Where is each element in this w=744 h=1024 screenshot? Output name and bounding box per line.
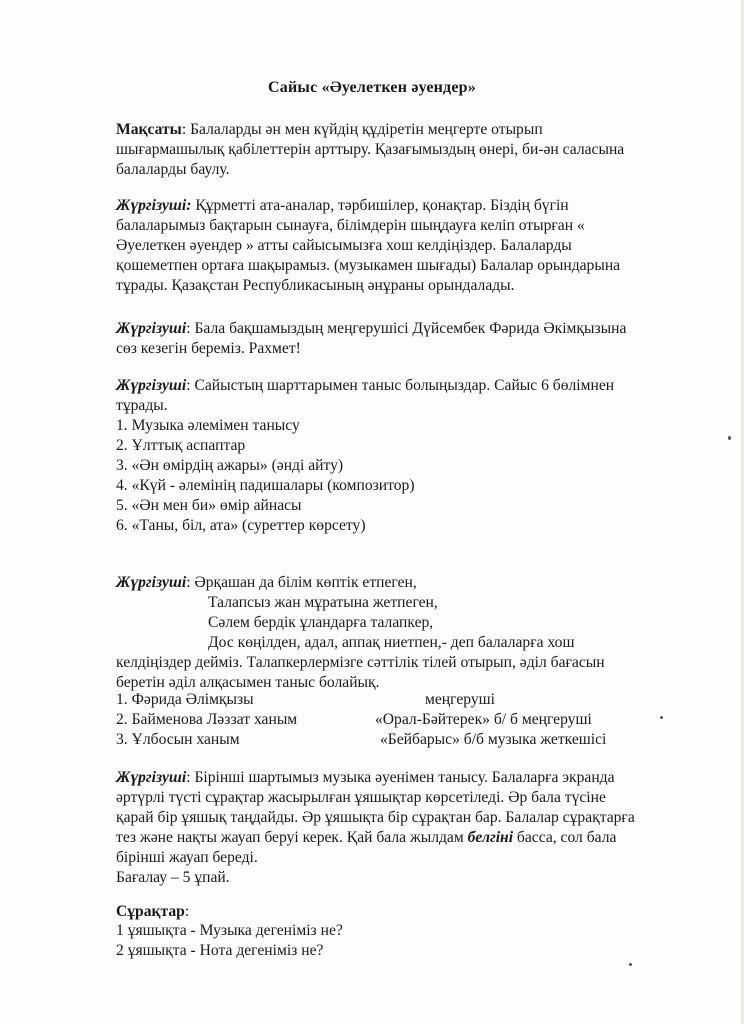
aim-line-1: Мақсаты: Балаларды ән мен күйдің құдіретін меңгерте отырып xyxy=(116,121,543,138)
question-item: 1 ұяшықта - Музыка дегеніміз не? xyxy=(116,922,343,939)
aim-line-2: шығармашылық қабілеттерін арттыру. Қазағымыздың өнері, би-ән саласына xyxy=(116,141,625,158)
host-first-round-line-1: Жүргізуші: Бірінші шартымыз музыка әуенімен танысу. Балаларға экранда xyxy=(116,769,615,786)
host-first-round-line-4: тез және нақты жауап беруі керек. Қай бала жылдам белгіні басса, сол бала xyxy=(116,829,617,846)
host-label: Жүргізуші xyxy=(116,320,187,337)
jury-role: «Бейбарыс» б/б музыка жеткешісі xyxy=(380,731,607,748)
host-poem-line-2: Талапсыз жан мұратына жетпеген, xyxy=(208,594,438,611)
question-item: 2 ұяшықта - Нота дегеніміз не? xyxy=(116,942,324,959)
list-item: 2. Ұлттық аспаптар xyxy=(116,437,246,454)
list-item: 6. «Таны, біл, ата» (суреттер көрсету) xyxy=(116,517,366,534)
host-first-round-line-3: қарай бір ұяшық таңдайды. Әр ұяшықта бір сұрақтан бар. Балалар сұрақтарға xyxy=(116,809,635,826)
emphasis-word: белгіні xyxy=(467,829,514,846)
scan-speck xyxy=(728,436,731,440)
list-item: 3. «Ән өмірдің ажары» (әнді айту) xyxy=(116,457,344,474)
questions-heading: Сұрақтар: xyxy=(116,903,190,920)
aim-line-3: балаларды баулу. xyxy=(116,161,230,178)
host-rules-line-1: Жүргізуші: Сайыстың шарттарымен таныс болыңыздар. Сайыс 6 бөлімнен xyxy=(116,377,615,394)
host-label: Жүргізуші xyxy=(116,377,187,394)
host-label: Жүргізуші xyxy=(116,574,187,591)
jury-name: 2. Байменова Ләззат ханым xyxy=(116,711,298,728)
host-director-line-1: Жүргізуші: Бала бақшамыздың меңгерушісі Дүйсембек Фәрида Әкімқызына xyxy=(116,320,627,337)
host-rules-line-2: тұрады. xyxy=(116,397,168,414)
host-intro-line-3: Әуелеткен әуендер » атты сайысымызға хош келдіңіздер. Балаларды xyxy=(116,237,572,254)
host-first-round-line-2: әртүрлі түсті сұрақтар жасырылған ұяшықтар көрсетіледі. Әр бала түсіне xyxy=(116,789,606,806)
host-intro-line-4: қошеметпен ортаға шақырамыз. (музыкамен шығады) Балалар орындарына xyxy=(116,257,621,274)
aim-label: Мақсаты xyxy=(116,121,182,138)
jury-name: 3. Ұлбосын ханым xyxy=(116,731,240,748)
host-poem-line-5: келдіңіздер дейміз. Талапкерлермізге сәттілік тілей отырып, әділ бағасын xyxy=(116,654,605,671)
jury-role: меңгеруші xyxy=(425,691,495,708)
jury-name: 1. Фәрида Әлімқызы xyxy=(116,691,254,708)
list-item: 5. «Ән мен би» өмір айнасы xyxy=(116,497,302,514)
host-label: Жүргізуші xyxy=(116,769,187,786)
jury-role: «Орал-Бәйтерек» б/ б меңгеруші xyxy=(375,711,592,728)
document-title: Сайыс «Әуелеткен әуендер» xyxy=(268,79,476,96)
scan-speck xyxy=(629,963,632,966)
host-first-round-line-5: бірінші жауап береді. xyxy=(116,849,258,866)
host-intro-line-5: тұрады. Қазақстан Республикасының әнұраны орындалады. xyxy=(116,277,515,294)
scan-speck xyxy=(660,716,663,719)
host-poem-line-4: Дос көңілден, адал, аппақ ниетпен,- деп балаларға хош xyxy=(208,634,575,651)
host-label: Жүргізуші: xyxy=(116,197,192,214)
host-intro-line-2: балаларымыз бақтарын сынауға, білімдерін шыңдауға келіп отырған « xyxy=(116,217,585,234)
list-item: 1. Музыка әлемімен танысу xyxy=(116,417,300,434)
host-poem-line-3: Сәлем бердік ұландарға талапкер, xyxy=(208,614,434,631)
host-director-line-2: сөз кезегін береміз. Рахмет! xyxy=(116,340,301,357)
host-poem-line-1: Жүргізуші: Әрқашан да білім көптік етпеген, xyxy=(116,574,417,591)
list-item: 4. «Күй - әлемінің падишалары (композитор) xyxy=(116,477,415,494)
host-intro-line-1: Жүргізуші: Құрметті ата-аналар, тәрбишілер, қонақтар. Біздің бүгін xyxy=(116,197,569,214)
host-poem-line-6: беретін әділ алқасымен таныс болайық. xyxy=(116,674,380,691)
scoring-line: Бағалау – 5 ұпай. xyxy=(116,869,230,886)
